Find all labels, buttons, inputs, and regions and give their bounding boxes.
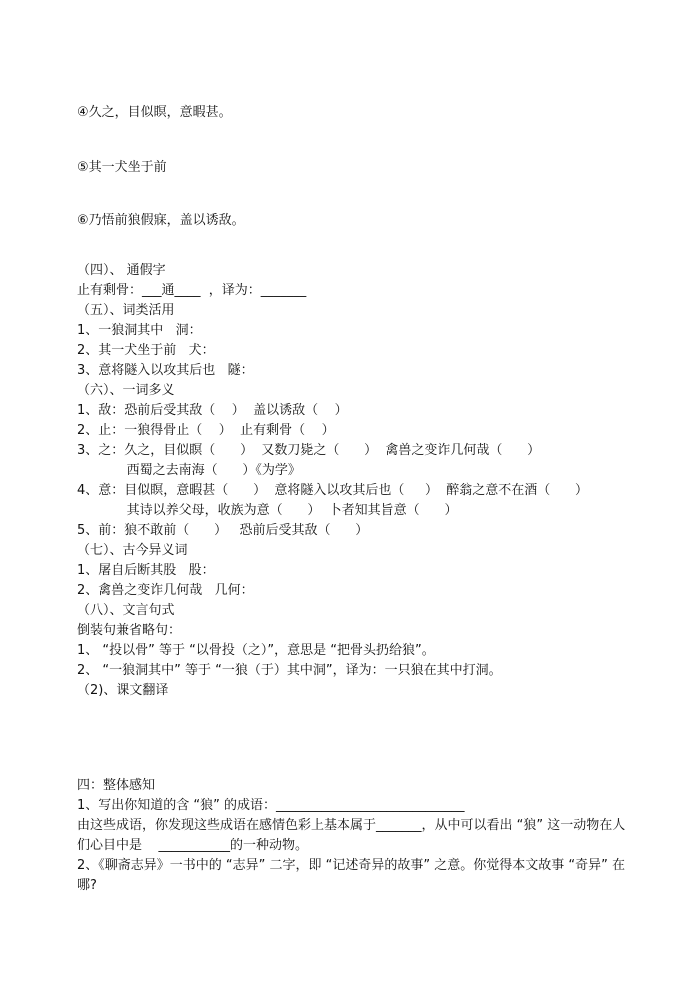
text-line: 2、禽兽之变诈几何哉 几何： xyxy=(77,583,254,598)
text-line: 其诗以养父母，收族为意（ ） 卜者知其旨意（ ） xyxy=(77,503,458,518)
section-heading: （四）、 通假字 xyxy=(77,263,166,278)
text-line: ⑥乃悟前狼假寐，盖以诱敌。 xyxy=(77,213,245,228)
section-heading: （五）、词类活用 xyxy=(77,303,175,318)
text-line: 1、 “投以骨” 等于 “以骨投（之）”，意思是 “把骨头扔给狼”。 xyxy=(77,643,435,658)
section-heading: （六）、一词多义 xyxy=(77,383,175,398)
section-heading: （八）、文言句式 xyxy=(77,603,175,618)
text-line: ⑤其一犬坐于前 xyxy=(77,160,167,175)
text-line: 哪? xyxy=(77,878,97,893)
section-heading: 四：整体感知 xyxy=(77,778,156,793)
text-line: 2、其一犬坐于前 犬： xyxy=(77,343,215,358)
text-line: 3、之：久之，目似瞑（ ） 又数刀毙之（ ） 禽兽之变诈几何哉（ ） xyxy=(77,443,541,458)
text-line: 倒装句兼省略句： xyxy=(77,623,182,638)
text-line: 由这些成语，你发现这些成语在感情色彩上基本属于_______，从中可以看出 “狼” 这一动物在人 xyxy=(77,818,626,833)
text-line: 4、意：目似瞑，意暇甚（ ） 意将隧入以攻其后也（ ） 醉翁之意不在酒（ ） xyxy=(77,483,589,498)
text-line: 3、意将隧入以攻其后也 隧： xyxy=(77,363,254,378)
text-line: 1、敌：恐前后受其敌（ ） 盖以诱敌（ ） xyxy=(77,403,348,418)
text-line: 1、屠自后断其股 股： xyxy=(77,563,215,578)
text-line: 2、止：一狼得骨止（ ） 止有剩骨（ ） xyxy=(77,423,335,438)
section-heading: （2)、课文翻译 xyxy=(77,683,169,698)
section-heading: （七）、古今异义词 xyxy=(77,543,188,558)
text-line: 2、《聊斋志异》一书中的 “志异” 二字，即 “记述奇异的故事” 之意。你觉得本文故事 “奇异” 在 xyxy=(77,858,625,873)
text-line: 1、写出你知道的含 “狼” 的成语：_____________________________ xyxy=(77,798,465,813)
text-line: ④久之，目似瞑，意暇甚。 xyxy=(77,105,232,120)
text-line: 止有剩骨：___通____ ，译为：_______ xyxy=(77,283,307,298)
text-line: 西蜀之去南海（ ）《为学》 xyxy=(77,463,301,478)
text-line: 1、一狼洞其中 洞： xyxy=(77,323,202,338)
text-line: 5、前：狼不敢前（ ） 恐前后受其敌（ ） xyxy=(77,523,369,538)
text-line: 们心目中是 ___________的一种动物。 xyxy=(77,838,309,853)
text-line: 2、 “一狼洞其中” 等于 “一狼（于）其中洞”，译为：一只狼在其中打洞。 xyxy=(77,663,502,678)
